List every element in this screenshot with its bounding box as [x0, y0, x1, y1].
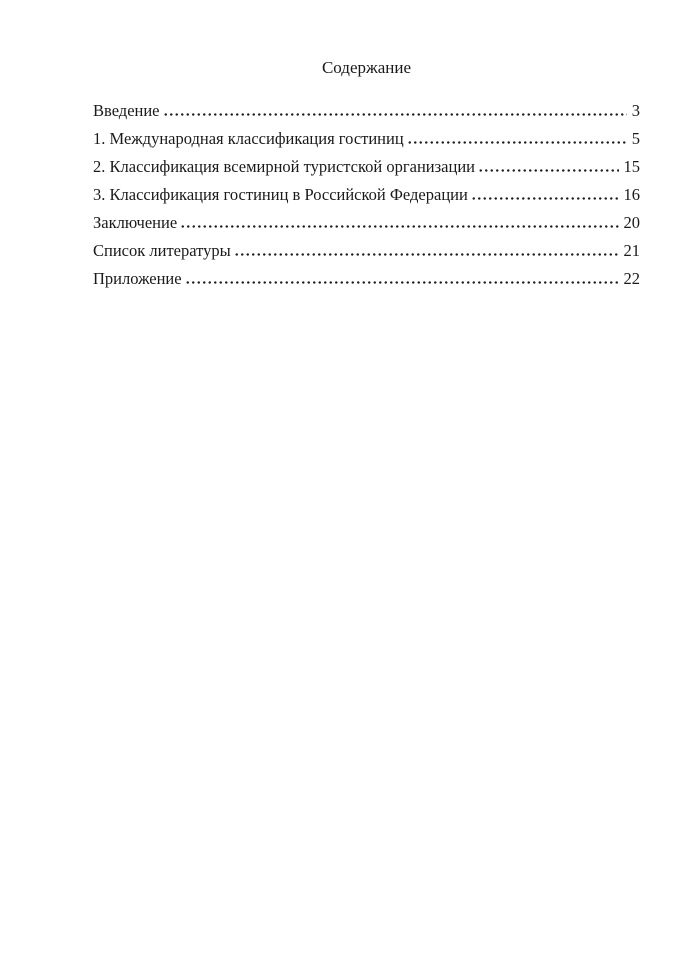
dot-leader	[478, 169, 619, 172]
toc-entry-label: Введение	[93, 101, 160, 120]
toc-entry-label: Приложение	[93, 269, 182, 288]
toc-entry	[93, 153, 640, 181]
toc-entry	[93, 181, 640, 209]
toc-entry-page-number: 21	[623, 241, 640, 260]
toc-entry-label: 1. Международная классификация гостиниц	[93, 129, 404, 148]
dot-leader	[163, 113, 627, 116]
toc-entry	[93, 209, 640, 237]
toc-entry	[93, 237, 640, 265]
dot-leader	[471, 197, 619, 200]
table-of-contents	[93, 97, 640, 293]
dot-leader	[407, 141, 627, 144]
page-title: Содержание	[321, 58, 412, 77]
toc-entry-label: Заключение	[93, 213, 178, 232]
toc-entry	[93, 97, 640, 125]
dot-leader	[180, 225, 618, 228]
dot-leader	[234, 253, 619, 256]
dot-leader	[185, 281, 619, 284]
toc-entry-page-number: 22	[623, 269, 640, 288]
toc-entry-page-number: 20	[623, 213, 640, 232]
toc-entry-page-number: 15	[623, 157, 640, 176]
toc-entry-page-number: 16	[623, 185, 640, 204]
toc-entry	[93, 125, 640, 153]
toc-entry-label: 2. Классификация всемирной туристской организации	[93, 157, 475, 176]
toc-entry-page-number: 3	[631, 101, 640, 120]
toc-entry-page-number: 5	[631, 129, 640, 148]
toc-entry-label: Список литературы	[93, 241, 231, 260]
toc-entry-label: 3. Классификация гостиниц в Российской Федерации	[93, 185, 468, 204]
toc-entry	[93, 265, 640, 293]
